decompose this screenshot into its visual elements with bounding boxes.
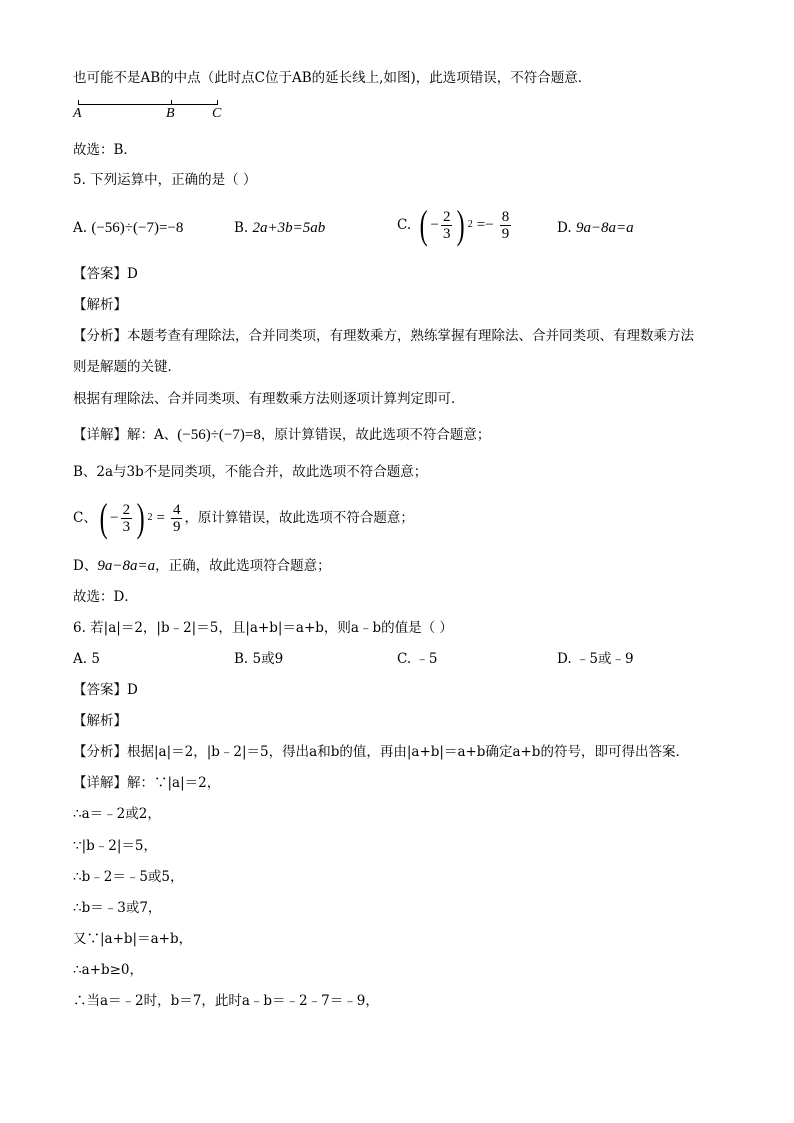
- analysis-heading: 【解析】: [73, 713, 127, 729]
- analysis-text: 则是解题的关键．: [73, 359, 181, 375]
- point-label-b: B: [166, 106, 175, 121]
- analysis-heading: 【解析】: [73, 297, 127, 313]
- analysis-text: 【分析】根据|a|＝2，|b﹣2|＝5，得出a和b的值，再由|a+b|＝a+b确定a+b的符号，即可得出答案．: [73, 744, 689, 760]
- option-math: 2a+3b=5ab: [252, 220, 326, 236]
- detail-line: 又∵|a+b|＝a+b，: [73, 931, 193, 947]
- segment-line: [78, 104, 218, 105]
- option-label: B.: [234, 220, 249, 236]
- option-label: D.: [557, 220, 572, 236]
- detail-line: ∴b﹣2＝﹣5或5，: [73, 869, 184, 885]
- conclusion: 故选：D．: [73, 589, 138, 605]
- option-label: C.: [397, 217, 412, 233]
- tick-b: [171, 100, 172, 105]
- analysis-text: 【分析】本题考查有理除法，合并同类项，有理数乘方，熟练掌握有理除法、合并同类项、有理数乘方法: [73, 328, 694, 344]
- option-math: (−56)÷(−7)=−8: [91, 220, 184, 236]
- detail-b: B、2a与3b不是同类项，不能合并，故此选项不符合题意；: [73, 464, 428, 480]
- text-line: 也可能不是AB的中点（此时点C位于AB的延长线上,如图)，此选项错误，不符合题意．: [73, 70, 592, 86]
- text-line: 故选：B．: [73, 142, 137, 158]
- option-label: A.: [73, 220, 88, 236]
- point-label-a: A: [73, 106, 82, 121]
- option-math: 9a−8a=a: [575, 220, 634, 236]
- option-math: ( − $\frac{2}{3}$ ) 2 =− $\frac{8}{9}$: [419, 202, 510, 247]
- option-c: [397, 200, 513, 250]
- question-6: 6. 若|a|＝2，|b﹣2|＝5，且|a+b|＝a+b，则a﹣b的值是（ ）: [73, 620, 453, 636]
- option-d: D. ﹣5或﹣9: [557, 651, 634, 667]
- tick-c: [217, 100, 218, 105]
- analysis-text: 根据有理除法、合并同类项、有理数乘方法则逐项计算判定即可．: [73, 391, 465, 407]
- tick-a: [78, 100, 79, 105]
- option-a: A. 5: [73, 651, 100, 667]
- answer-label: 【答案】D: [73, 682, 138, 698]
- detail-line: ∴a+b≥0，: [73, 962, 143, 978]
- option-b: [234, 218, 325, 238]
- detail-a: 【详解】解：A、(−56)÷(−7)=8，原计算错误，故此选项不符合题意；: [73, 427, 491, 443]
- option-d: [557, 218, 634, 238]
- detail-line: ∵|b﹣2|＝5，: [73, 838, 158, 854]
- detail-line: ∴当a＝﹣2时，b＝7，此时a﹣b＝﹣2﹣7＝﹣9，: [73, 993, 379, 1009]
- option-c: C. ﹣5: [397, 651, 438, 667]
- question-5: 5. 下列运算中，正确的是（ ）: [73, 172, 257, 188]
- answer-label: 【答案】D: [73, 266, 138, 282]
- detail-line: ∴b＝﹣3或7，: [73, 900, 162, 916]
- option-a: [73, 218, 183, 238]
- detail-line: ∴a＝﹣2或2，: [73, 806, 161, 822]
- detail-d: D、9a−8a=a，正确，故此选项符合题意；: [73, 558, 331, 574]
- option-b: B. 5或9: [234, 651, 284, 667]
- detail-line: 【详解】解：∵|a|＝2，: [73, 775, 221, 791]
- point-label-c: C: [212, 106, 222, 121]
- detail-c: C、 ( − $\frac{2}{3}$ ) 2 = $\frac{4}{9}$ ，原计算错误，故此选项不符合题意；: [73, 495, 414, 540]
